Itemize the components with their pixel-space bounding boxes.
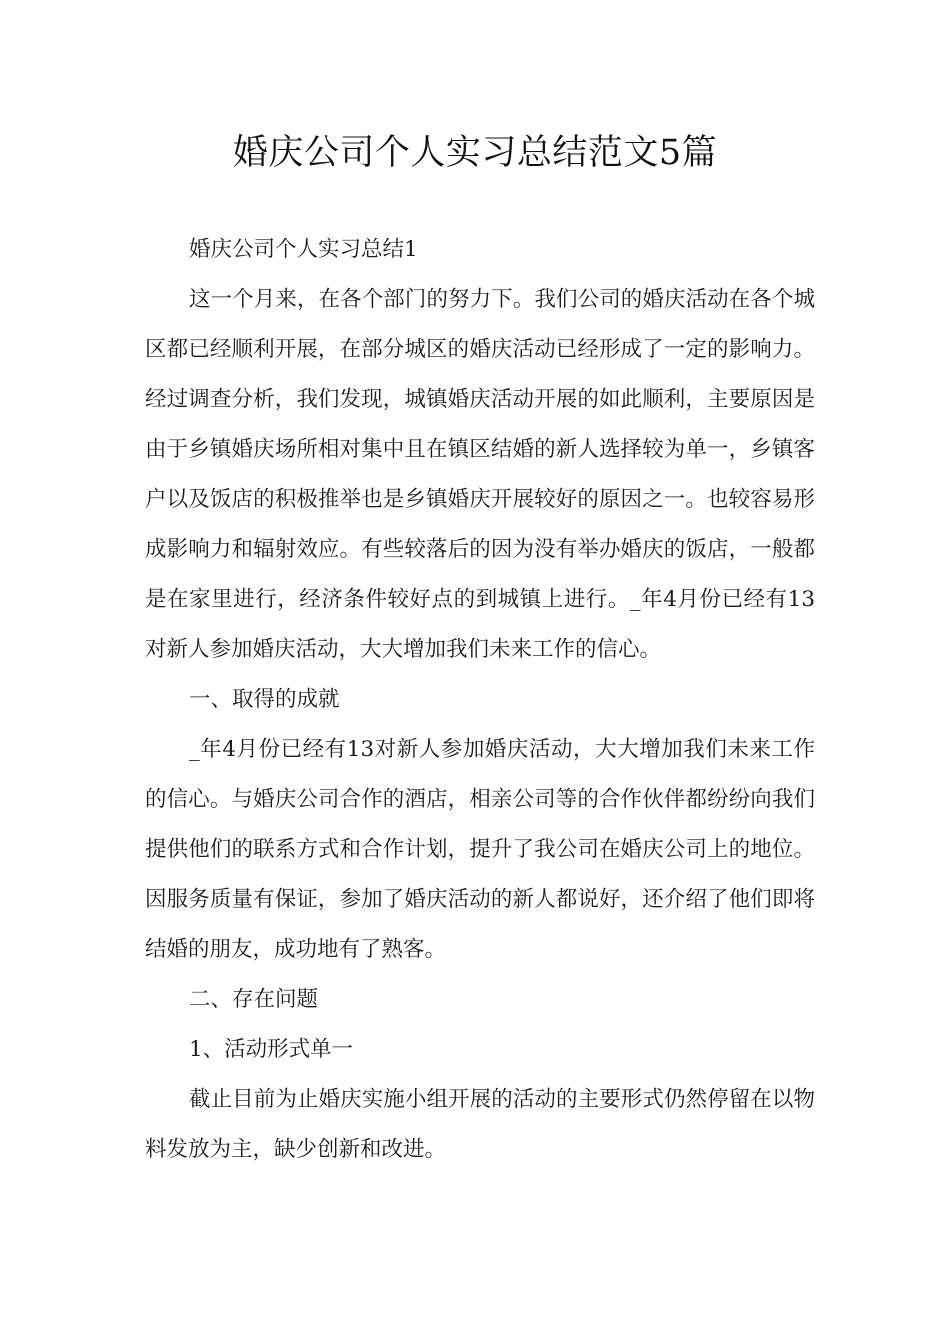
document-title: 婚庆公司个人实习总结范文5篇 xyxy=(232,133,718,173)
section-heading-1: 婚庆公司个人实习总结1 xyxy=(189,237,418,262)
paragraph-achievements: _年4月份已经有13对新人参加婚庆活动，大大增加我们未来工作的信心。与婚庆公司合作的酒店，相亲公司等的合作伙伴都纷纷向我们提供他们的联系方式和合作计划，提升了我公司在婚庆公司上的地位。因服务质量有保证，参加了婚庆活动的新人都说好，还介绍了他们即将结婚的朋友，成功地有了熟客。 xyxy=(145,737,815,962)
subheading-single-form: 1、活动形式单一 xyxy=(189,1037,354,1062)
document-body xyxy=(145,225,815,1175)
paragraph-single-form: 截止目前为止婚庆实施小组开展的活动的主要形式仍然停留在以物料发放为主，缺少创新和改进。 xyxy=(145,1087,815,1162)
paragraph-intro: 这一个月来，在各个部门的努力下。我们公司的婚庆活动在各个城区都已经顺利开展，在部分城区的婚庆活动已经形成了一定的影响力。经过调查分析，我们发现，城镇婚庆活动开展的如此顺利，主要原因是由于乡镇婚庆场所相对集中且在镇区结婚的新人选择较为单一，乡镇客户以及饭店的积极推举也是乡镇婚庆开展较好的原因之一。也较容易形成影响力和辐射效应。有些较落后的因为没有举办婚庆的饭店，一般都是在家里进行，经济条件较好点的到城镇上进行。_年4月份已经有13对新人参加婚庆活动，大大增加我们未来工作的信心。 xyxy=(145,287,815,662)
section-heading-problems: 二、存在问题 xyxy=(189,987,319,1012)
section-heading-achievements: 一、取得的成就 xyxy=(189,687,340,712)
